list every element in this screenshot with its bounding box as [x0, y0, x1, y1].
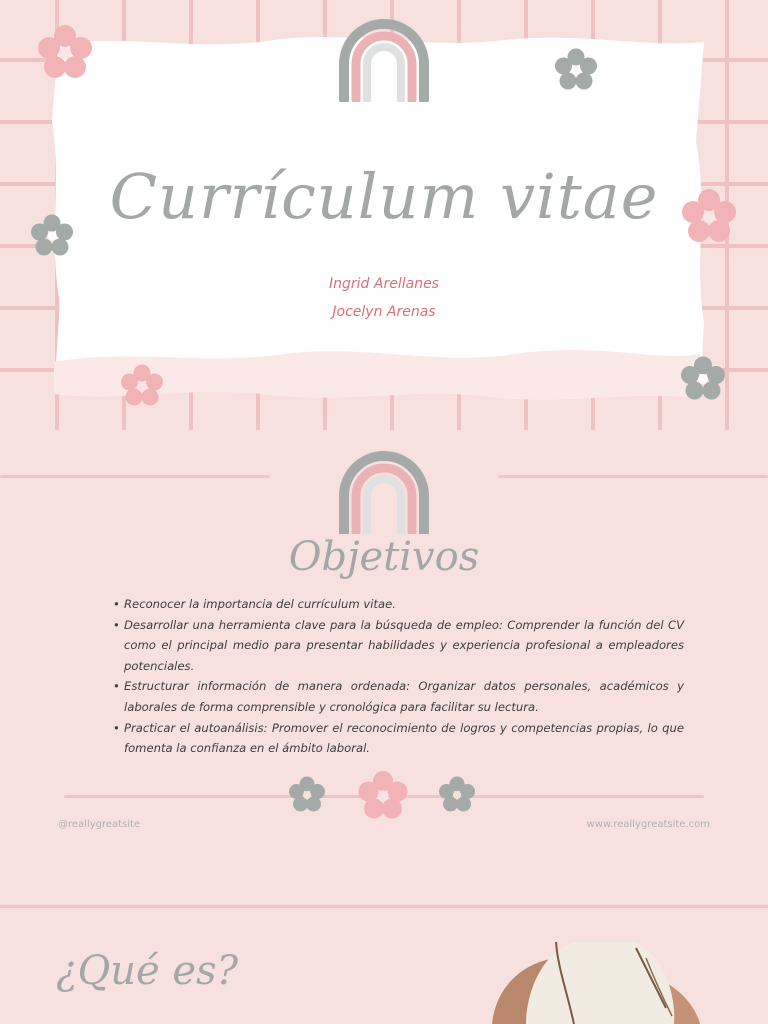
rainbow-icon	[338, 446, 430, 534]
divider-line	[0, 475, 270, 478]
rainbow-icon	[338, 14, 430, 102]
author-name: Jocelyn Arenas	[332, 304, 436, 320]
list-item: • Estructurar información de manera ordenada: Organizar datos personales, académicos y laborales de forma comprensible y cronológica para facilitar su lectura.	[124, 676, 684, 717]
divider-line	[498, 475, 768, 478]
flower-icon	[552, 46, 600, 94]
list-item: • Reconocer la importancia del currículum vitae.	[124, 594, 684, 615]
objectives-list	[112, 594, 684, 759]
slide-divider	[0, 905, 768, 908]
list-item: • Practicar el autoanálisis: Promover el reconocimiento de logros y competencias propias, lo que fomenta la confianza en el ámbito laboral.	[124, 718, 684, 759]
author-name: Ingrid Arellanes	[329, 276, 439, 292]
flower-icon	[436, 774, 478, 816]
flower-icon	[678, 354, 728, 404]
flower-icon	[286, 774, 328, 816]
flower-icon	[678, 186, 740, 248]
website-link: www.reallygreatsite.com	[586, 819, 710, 830]
flower-icon	[355, 768, 411, 824]
cover-title: Currículum vitae	[109, 160, 659, 233]
cover-slide	[0, 0, 768, 430]
list-item: • Desarrollar una herramienta clave para la búsqueda de empleo: Comprender la función del CV como el principal medio para presentar habilidades y experiencia profesional a empleadores potenciales.	[124, 615, 684, 677]
social-handle: @reallygreatsite	[58, 819, 141, 830]
flower-icon	[118, 362, 166, 410]
objectives-title: Objetivos	[288, 534, 480, 580]
section-title: ¿Qué es?	[56, 948, 239, 994]
person-photo	[486, 938, 708, 1024]
flower-icon	[28, 212, 76, 260]
flower-icon	[34, 22, 96, 84]
